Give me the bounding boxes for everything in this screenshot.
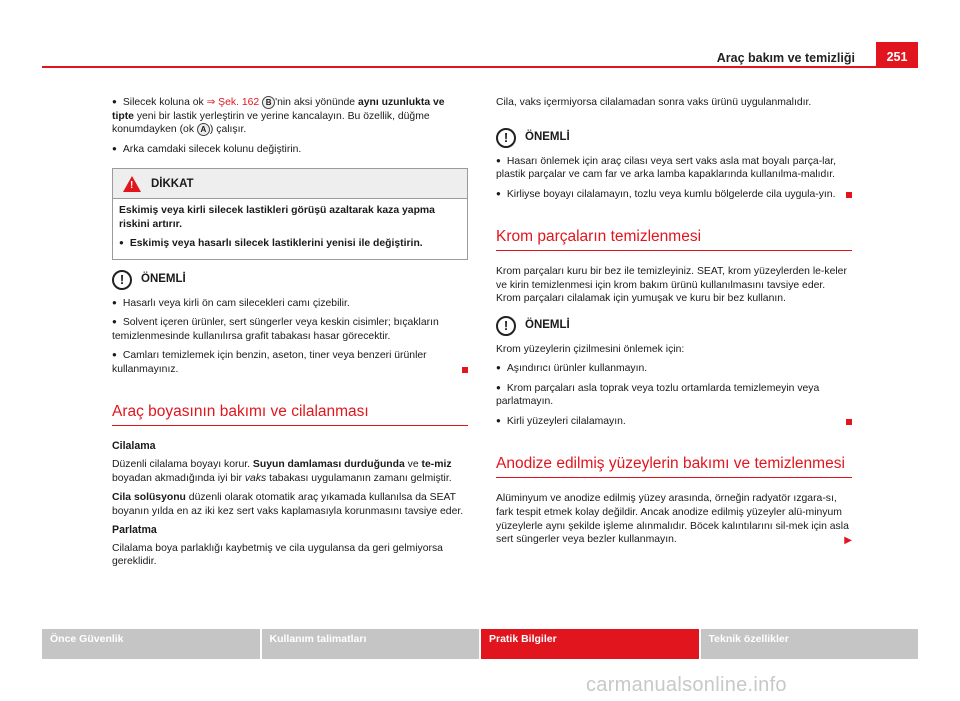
warning-body: [113, 199, 467, 259]
warning-line: ● Eskimiş veya hasarlı silecek lastiklerini yenisi ile değiştirin.: [119, 237, 461, 251]
exclamation-circle-icon: !: [496, 316, 516, 336]
callout-a-badge: A: [197, 123, 210, 136]
watermark: carmanualsonline.info: [586, 674, 787, 696]
note-item: ● Kirli yüzeyleri cilalamayın.: [496, 415, 852, 429]
paragraph-wiper-arm: ● Silecek koluna ok ⇒ Şek. 162 B 'nin aksi yönünde aynı uzunlukta ve tipte yeni bir lastik yerleştirin ve yerine kancalayın. Bu özellik, düğme konumdayken (ok A ) çalışır.: [112, 96, 468, 137]
left-column: [112, 96, 468, 575]
section-end-icon: [846, 419, 852, 425]
note-item: ● Aşındırıcı ürünler kullanmayın.: [496, 362, 852, 376]
paragraph-chrome: Krom parçaları kuru bir bez ile temizleyiniz. SEAT, krom yüzeylerden le-keler ve kirin temizlenmesi için krom bakım ürünü kullanılmasını tavsiye eder. Krom parçaları cilalamak için yumuşak ve kuru bir bez kullanın.: [496, 266, 847, 305]
note-item: ● Camları temizlemek için benzin, aseton, tiner veya benzeri ürünler kullanmayınız.: [112, 349, 468, 376]
warning-triangle-icon: !: [123, 176, 141, 192]
page-header-title: Araç bakım ve temizliği: [716, 51, 855, 65]
section-title-anodized: Anodize edilmiş yüzeylerin bakımı ve temizlenmesi: [496, 454, 852, 478]
header-rule: [42, 66, 876, 68]
warning-title: DİKKAT: [151, 177, 194, 190]
note-intro: Krom yüzeylerin çizilmesini önlemek için:: [496, 343, 685, 355]
note-title: ÖNEMLİ: [141, 273, 186, 286]
warning-box: [112, 168, 468, 260]
continue-arrow-icon: ▶: [844, 535, 852, 547]
paragraph-cilalama: Düzenli cilalama boyayı korur. Suyun damlaması durduğunda ve te-miz boyadan akmadığında iyi bir vaks tabakası uygulamanın zamanı gelmiştir.: [112, 459, 452, 484]
page-number: 251: [876, 42, 918, 68]
note-item: ● Krom parçaları asla toprak veya tozlu ortamlarda temizlemeyin veya parlatmayın.: [496, 382, 852, 409]
exclamation-circle-icon: !: [112, 270, 132, 290]
note-header: [112, 270, 468, 290]
paragraph-rear-wiper: ● Arka camdaki silecek kolunu değiştirin.: [112, 143, 468, 157]
tab-practical-info[interactable]: Pratik Bilgiler: [481, 629, 699, 659]
figure-link[interactable]: ⇒ Şek. 162: [206, 97, 260, 108]
tab-safety[interactable]: Önce Güvenlik: [42, 629, 260, 659]
right-column: [496, 96, 852, 553]
note-header: [496, 128, 852, 148]
tab-technical-specs[interactable]: Teknik özellikler: [701, 629, 919, 659]
warning-header: [113, 169, 467, 199]
paragraph-parlatma: Cilalama boya parlaklığı kaybetmiş ve cila uygulansa da geri gelmiyorsa gereklidir.: [112, 542, 443, 568]
section-end-icon: [462, 367, 468, 373]
section-end-icon: [846, 192, 852, 198]
note-item: ● Hasarı önlemek için araç cilası veya sert vaks asla mat boyalı parça-lar, plastik parçalar ve cam far ve arka lamba kapaklarında kullanılma-malıdır.: [496, 155, 852, 182]
note-title: ÖNEMLİ: [525, 319, 570, 332]
callout-b-badge: B: [262, 96, 275, 109]
tab-operating-instructions[interactable]: Kullanım talimatları: [262, 629, 480, 659]
footer-tabs: [42, 629, 918, 659]
note-item: ● Solvent içeren ürünler, sert süngerler veya keskin cisimler; bıçakların temizlenmesinde kullanılırsa grafit tabakası hasar görecektir.: [112, 316, 468, 343]
paragraph-anodized: Alüminyum ve anodize edilmiş yüzey arasında, örneğin radyatör ızgara-sı, fark tespit etmek kolay değildir. Ancak anodize edilmiş yüzeyler alü-minyum yüzeylerle aynı şekilde işleme alınmalıdır. Böcek kalıntılarını sil-mek için asla sert süngerler veya bezler kullanmayın. ▶: [496, 493, 852, 547]
paragraph-vaks: Cila, vaks içermiyorsa cilalamadan sonra vaks ürünü uygulanmalıdır.: [496, 97, 812, 108]
section-title-chrome: Krom parçaların temizlenmesi: [496, 227, 852, 251]
subheading-cilalama: Cilalama: [112, 440, 156, 453]
paragraph-cila-solusyonu: Cila solüsyonu düzenli olarak otomatik araç yıkamada kullanılsa da SEAT boyanın yılda en az iki kez sert vaks kaplamasıyla korunmasını tavsiye eder.: [112, 492, 464, 517]
subheading-parlatma: Parlatma: [112, 524, 157, 537]
note-header: [496, 316, 852, 336]
note-item: ● Kirliyse boyayı cilalamayın, tozlu veya kumlu bölgelerde cila uygula-yın.: [496, 188, 852, 202]
note-title: ÖNEMLİ: [525, 131, 570, 144]
exclamation-circle-icon: !: [496, 128, 516, 148]
warning-line: Eskimiş veya kirli silecek lastikleri görüşü azaltarak kaza yapma riskini artırır.: [119, 205, 435, 230]
note-item: ● Hasarlı veya kirli ön cam silecekleri camı çizebilir.: [112, 297, 468, 311]
section-title-paint-care: Araç boyasının bakımı ve cilalanması: [112, 402, 468, 426]
